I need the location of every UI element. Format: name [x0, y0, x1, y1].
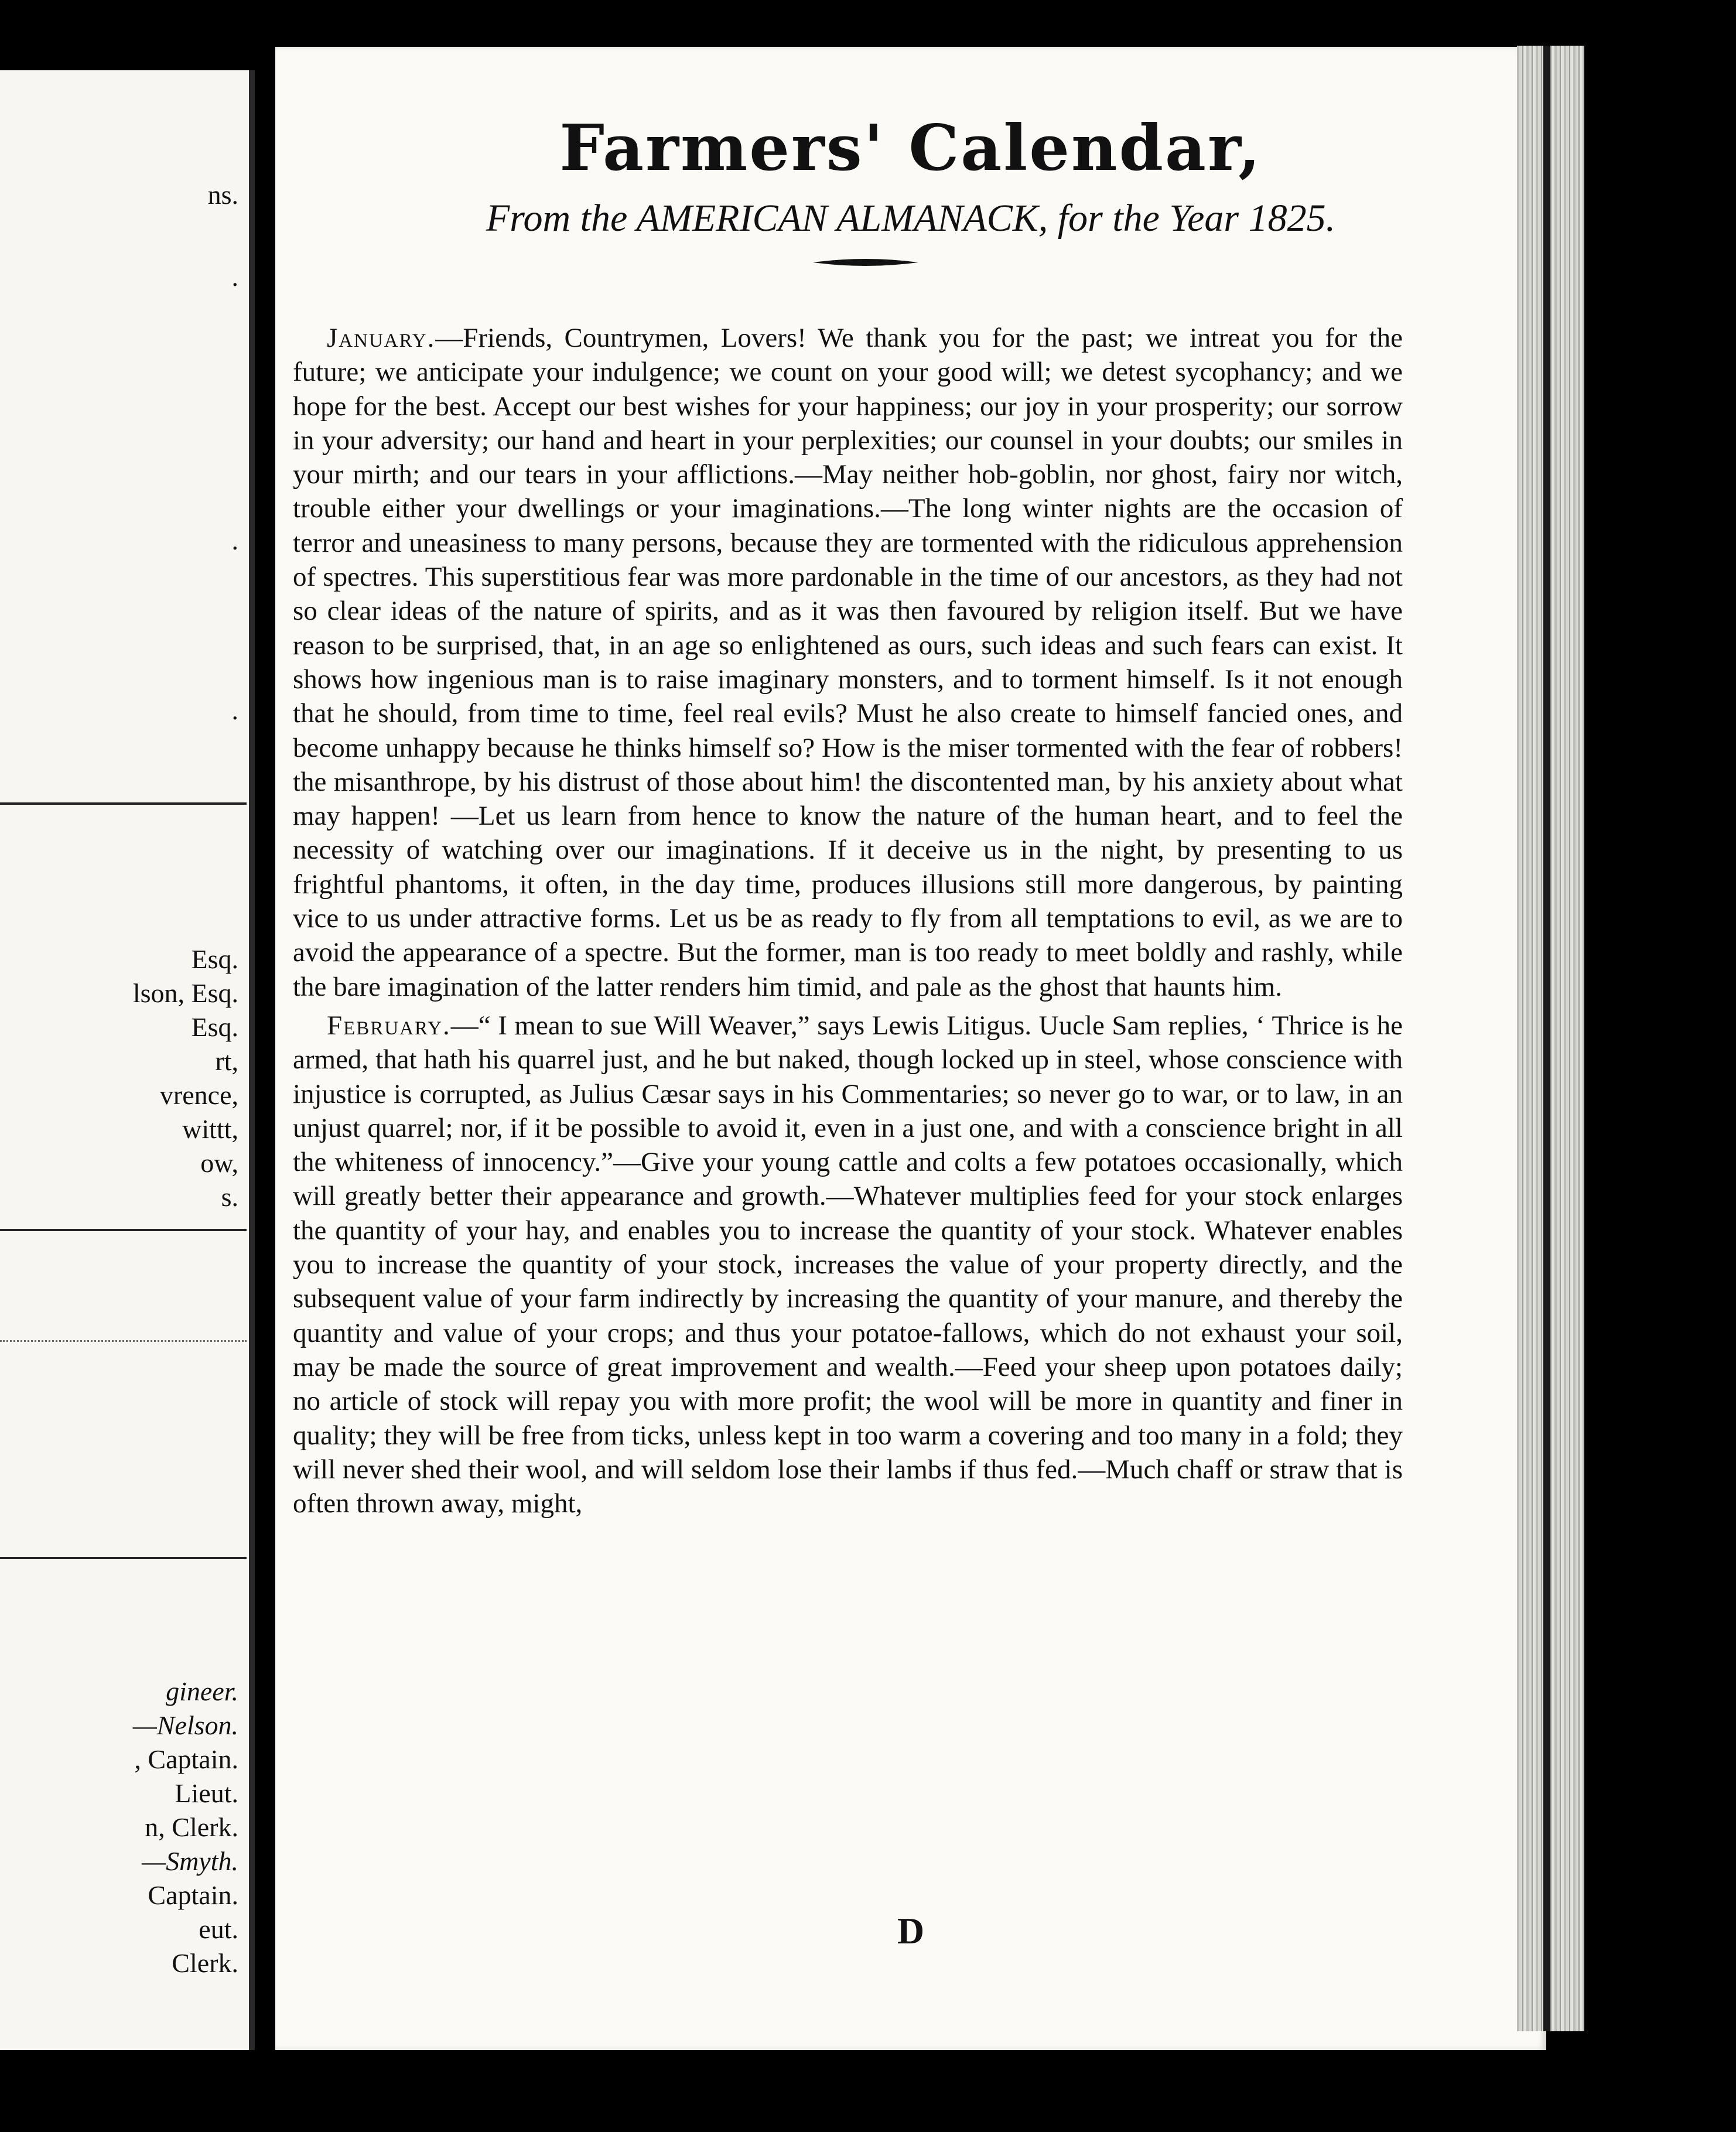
page: [275, 47, 1546, 2050]
paragraph-text: —Friends, Countrymen, Lovers! We thank you for the past; we intreat you for the future; we anticipate your indulgence; we count on your good will; we detest sycophancy; and we hope for the best. Accept our best wishes for your happiness; our joy in your prosperity; our sorrow in your adversity; our hand and heart in your perplexities; our counsel in your doubts; our smiles in your mirth; and our tears in your afflictions.—May neither hob-goblin, nor ghost, fairy nor witch, trouble either your dwellings or your imaginations.—The long winter nights are the occasion of terror and uneasiness to many persons, because they are tormented with the ridiculous apprehension of spectres. This superstitious fear was more pardonable in the time of our ancestors, as they had not so clear ideas of the nature of spirits, and as it was then favoured by religion itself. But we have reason to be surprised, that, in an age so enlightened as ours, such ideas and such fears can exist. It shows how ingenious man is to raise imaginary monsters, and to torment himself. Is it not enough that he should, from time to time, feel real evils? Must he also create to himself fancied ones, and become unhappy because he thinks himself so? How is the miser tormented with the fear of robbers! the misanthrope, by his distrust of those about him! the discontented man, by his anxiety about what may happen! —Let us learn from hence to know the nature of the human heart, and to feel the necessity of watching over our imaginations. If it deceive us in the night, by presenting to us frightful phantoms, it often, in the day time, produces illusions still more dangerous, by painting vice to us under attractive forms. Let us be as ready to fly from all temptations to evil, as we are to avoid the appearance of a spectre. But the former, man is too ready to meet boldly and rashly, while the bare imagination of the latter renders him timid, and pale as the ghost that haunts him.: [293, 323, 1403, 1002]
facing-page-fragment: Esq.: [191, 944, 238, 974]
page-subtitle: From the AMERICAN ALMANACK, for the Year 1825.: [486, 197, 1336, 240]
facing-page-fragment: Lieut.: [175, 1778, 238, 1808]
paragraph-text: —“ I mean to sue Will Weaver,” says Lewis Litigus. Uucle Sam replies, ‘ Thrice is he armed, that hath his quarrel just, and he but naked, though locked up in steel, whose conscience with injustice is corrupted, as Julius Cæsar says in his Commentaries; so never go to war, or to law, in an unjust quarrel; nor, if it be possible to avoid it, even in a just one, and with a conscience bright in all the whiteness of innocency.”—Give your young cattle and colts a few potatoes occasionally, which will greatly better their appearance and growth.—Whatever multiplies feed for your stock enlarges the quantity of your hay, and enables you to increase the quantity of your stock. Whatever enables you to increase the quantity of your stock, increases the value of your property directly, and the subsequent value of your farm indirectly by increasing the quantity of your manure, and thereby the quantity and value of your crops; and thus your potatoe-fallows, which do not exhaust your soil, may be made the source of great improvement and wealth.—Feed your sheep upon potatoes daily; no article of stock will repay you with more profit; the wool will be more in quantity and finer in quality; they will be free from ticks, unless kept in too warm a covering and too many in a fold; they will never shed their wool, and will seldom lose their lambs if thus fed.—Much chaff or straw that is often thrown away, might,: [293, 1010, 1403, 1519]
section-rule: [0, 802, 247, 805]
facing-page: [0, 70, 255, 2050]
signature-mark: D: [897, 1910, 925, 1952]
facing-page-fragment: Clerk.: [172, 1948, 238, 1978]
calendar-text: [293, 321, 1403, 1521]
month-label: February.: [327, 1010, 451, 1041]
facing-page-fragment: Esq.: [191, 1012, 238, 1042]
dotted-rule: [0, 1340, 247, 1345]
facing-page-fragment: n, Clerk.: [145, 1812, 238, 1842]
facing-page-fragment: s.: [221, 1182, 238, 1212]
page-title: Farmers' Calendar,: [559, 111, 1262, 185]
facing-page-fragment: .: [231, 262, 238, 292]
facing-page-fragment: .: [231, 695, 238, 725]
facing-page-fragment: ns.: [207, 180, 238, 210]
month-label: January.: [327, 323, 436, 353]
page-edges: [1517, 46, 1584, 2031]
page-edge-shadow: [1543, 46, 1550, 2031]
facing-page-fragment: —Smyth.: [142, 1846, 238, 1876]
facing-page-fragment: wittt,: [182, 1114, 238, 1144]
facing-page-fragment: ow,: [200, 1148, 238, 1178]
february-paragraph: [293, 1009, 1403, 1521]
section-rule: [0, 1557, 247, 1559]
facing-page-fragment: eut.: [199, 1914, 238, 1944]
facing-page-fragment: rt,: [215, 1046, 238, 1076]
facing-page-fragment: gineer.: [166, 1676, 238, 1706]
section-rule: [0, 1229, 247, 1231]
ornament-rule-icon: [813, 258, 918, 267]
facing-page-fragment: vrence,: [159, 1080, 238, 1110]
facing-page-fragment: , Captain.: [134, 1744, 238, 1774]
facing-page-fragment: .: [231, 525, 238, 555]
january-paragraph: [293, 321, 1403, 1004]
facing-page-fragment: Captain.: [148, 1880, 238, 1910]
facing-page-fragment: lson, Esq.: [132, 978, 238, 1008]
facing-page-fragment: —Nelson.: [132, 1710, 238, 1740]
